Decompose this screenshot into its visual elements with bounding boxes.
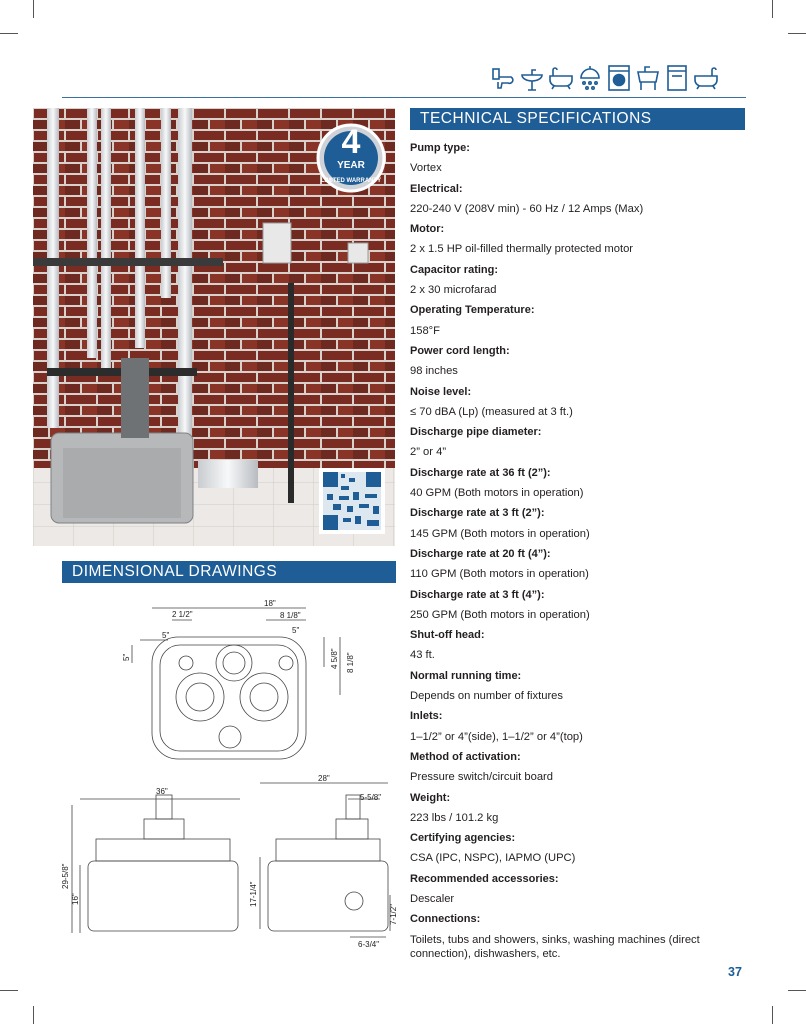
dim-36: 36"	[156, 787, 168, 796]
spec-label: Capacitor rating:	[410, 263, 499, 276]
spec-value: 220-240 V (208V min) - 60 Hz / 12 Amps (Max)	[410, 202, 644, 215]
dim-2-1-2: 2 1/2"	[172, 610, 193, 619]
spec-item	[410, 463, 750, 504]
spec-item	[410, 788, 750, 829]
spec-value: 145 GPM (Both motors in operation)	[410, 527, 590, 540]
spec-item	[410, 585, 750, 626]
sink-icon	[519, 64, 545, 92]
spec-label: Normal running time:	[410, 669, 522, 682]
dim-8-1-8: 8 1/8"	[280, 611, 301, 620]
dim-7-1-2: 7-1/2"	[389, 903, 398, 925]
spec-value: 2 x 1.5 HP oil-filled thermally protected motor	[410, 243, 634, 256]
page-number: 37	[728, 965, 742, 979]
spec-label: Discharge rate at 3 ft (4”):	[410, 588, 545, 601]
washing-machine-icon	[606, 64, 632, 92]
warranty-badge	[318, 123, 384, 191]
warranty-number: 4	[341, 123, 361, 161]
spec-label: Noise level:	[410, 385, 472, 398]
dim-28: 28"	[318, 774, 330, 783]
technical-specifications-heading: TECHNICAL SPECIFICATIONS	[410, 108, 745, 130]
spec-item	[410, 179, 750, 220]
dim-4-5-8: 4 5/8"	[330, 648, 339, 669]
spec-value: Descaler	[410, 892, 455, 905]
crop-mark	[772, 0, 773, 18]
dim-6-3-4: 6-3/4"	[358, 940, 380, 949]
spec-item	[410, 138, 750, 179]
spec-list	[410, 138, 750, 961]
spec-item	[410, 828, 750, 869]
fixture-icons	[490, 64, 748, 94]
dishwasher-icon	[664, 64, 690, 92]
dimensional-drawings	[40, 595, 400, 965]
spec-item	[410, 341, 750, 382]
crop-mark	[788, 990, 806, 991]
crop-mark	[33, 0, 34, 18]
dim-29-5-8: 29-5/8"	[61, 863, 70, 889]
spec-item	[410, 706, 750, 747]
spec-label: Method of activation:	[410, 750, 521, 763]
spec-value: 2 x 30 microfarad	[410, 284, 497, 297]
spec-value: Pressure switch/circuit board	[410, 771, 554, 784]
crop-mark	[33, 1006, 34, 1024]
spec-value: 110 GPM (Both motors in operation)	[410, 568, 589, 581]
spec-item	[410, 909, 750, 960]
spec-value: 40 GPM (Both motors in operation)	[410, 487, 584, 500]
spec-label: Connections:	[410, 913, 481, 926]
dim-5-left: 5"	[162, 631, 170, 640]
warranty-text: LIMITED WARRANTY	[320, 178, 382, 184]
crop-mark	[788, 33, 806, 34]
spec-item	[410, 382, 750, 423]
spec-value: 158°F	[410, 324, 440, 337]
spec-item	[410, 747, 750, 788]
spec-item	[410, 260, 750, 301]
spec-label: Discharge rate at 36 ft (2”):	[410, 466, 551, 479]
spec-label: Discharge pipe diameter:	[410, 426, 542, 439]
spec-value: CSA (IPC, NSPC), IAPMO (UPC)	[410, 852, 576, 865]
crop-mark	[0, 33, 18, 34]
spec-label: Discharge rate at 20 ft (4”):	[410, 547, 551, 560]
bathtub-icon	[548, 64, 574, 92]
spec-label: Certifying agencies:	[410, 832, 516, 845]
dim-16: 16"	[71, 893, 80, 905]
spec-item	[410, 869, 750, 910]
spec-label: Inlets:	[410, 710, 443, 723]
spec-label: Motor:	[410, 223, 445, 236]
spec-label: Discharge rate at 3 ft (2”):	[410, 507, 545, 520]
spec-item	[410, 666, 750, 707]
laundry-tub-icon	[635, 64, 661, 92]
header-rule	[62, 97, 746, 98]
dimensional-drawings-heading: DIMENSIONAL DRAWINGS	[62, 561, 396, 583]
dim-18: 18"	[264, 599, 276, 608]
warranty-year: YEAR	[337, 160, 365, 171]
spec-label: Operating Temperature:	[410, 304, 535, 317]
spec-value: Depends on number of fixtures	[410, 690, 563, 703]
bathtub-icon	[693, 64, 719, 92]
crop-mark	[772, 1006, 773, 1024]
spec-label: Electrical:	[410, 182, 463, 195]
qr-code	[319, 468, 385, 534]
product-photo	[33, 108, 395, 546]
dim-17-1-4: 17-1/4"	[249, 881, 258, 907]
spec-value: 43 ft.	[410, 649, 435, 662]
spec-value: ≤ 70 dBA (Lp) (measured at 3 ft.)	[410, 405, 573, 418]
spec-value: 2” or 4”	[410, 446, 447, 459]
dim-5-vertical: 5"	[122, 653, 131, 661]
dim-8-1-8-vertical: 8 1/8"	[346, 652, 355, 673]
spec-item	[410, 219, 750, 260]
spec-label: Pump type:	[410, 142, 470, 154]
spec-item	[410, 422, 750, 463]
dim-5-right: 5"	[292, 626, 300, 635]
spec-item	[410, 300, 750, 341]
spec-value: 250 GPM (Both motors in operation)	[410, 608, 590, 621]
spec-item	[410, 625, 750, 666]
toilet-icon	[490, 64, 516, 92]
spec-value: Toilets, tubs and showers, sinks, washing machines (direct connection), dishwashers, etc.	[410, 933, 700, 960]
spec-item	[410, 503, 750, 544]
spec-label: Shut-off head:	[410, 629, 485, 642]
shower-icon	[577, 64, 603, 92]
spec-label: Recommended accessories:	[410, 872, 559, 885]
crop-mark	[0, 990, 18, 991]
spec-label: Weight:	[410, 791, 451, 804]
spec-value: Vortex	[410, 162, 442, 175]
spec-item	[410, 544, 750, 585]
dim-5-5-8: 5-5/8"	[360, 793, 382, 802]
spec-value: 223 lbs / 101.2 kg	[410, 811, 499, 824]
spec-label: Power cord length:	[410, 344, 510, 357]
spec-value: 98 inches	[410, 365, 458, 378]
spec-value: 1–1/2” or 4”(side), 1–1/2” or 4”(top)	[410, 730, 583, 743]
